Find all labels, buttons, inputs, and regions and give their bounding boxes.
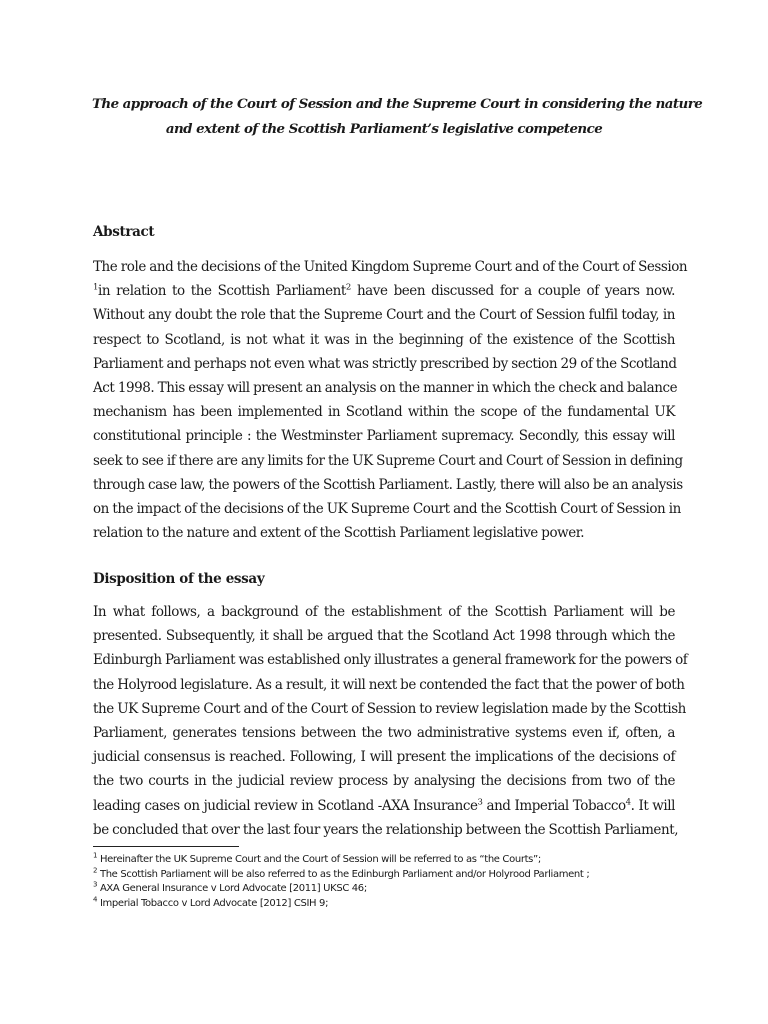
text-line: presented. Subsequently, it shall be argued that the Scotland Act 1998 through which the	[93, 628, 675, 645]
footnote: $^2$ The Scottish Parliament will be also referred to as the Edinburgh Parliament and/or Holyrood Parliament ;	[93, 866, 590, 880]
text-line: the Holyrood legislature. As a result, it will next be contended the fact that the power of both	[93, 676, 685, 693]
text-line: leading cases on judicial review in Scotland -AXA Insurance$^3$ and Imperial Tobacco$^4$. It will	[93, 797, 675, 814]
disposition-heading: Disposition of the essay	[93, 571, 265, 587]
footnote-ref: 2	[345, 282, 351, 293]
abstract-heading: Abstract	[93, 224, 155, 240]
text-line: constitutional principle : the Westminster Parliament supremacy. Secondly, this essay will	[93, 428, 675, 445]
text-line: Act 1998. This essay will present an analysis on the manner in which the check and balance	[93, 379, 678, 396]
text-line: through case law, the powers of the Scottish Parliament. Lastly, there will also be an analysis	[93, 476, 683, 493]
text-line: on the impact of the decisions of the UK Supreme Court and the Scottish Court of Session in	[93, 500, 681, 517]
footnote-ref: 4	[625, 797, 631, 807]
text-line: relation to the nature and extent of the Scottish Parliament legislative power.	[93, 525, 585, 542]
footnote-ref: 3	[477, 797, 483, 807]
footnote: $^4$ Imperial Tobacco v Lord Advocate [2012] CSIH 9;	[93, 895, 329, 909]
text-line: The role and the decisions of the United Kingdom Supreme Court and of the Court of Session	[93, 259, 688, 275]
text-line: $^1$in relation to the Scottish Parliament$^2$ have been discussed for a couple of years now.	[93, 282, 675, 300]
text-line: Edinburgh Parliament was established only illustrates a general framework for the powers of	[93, 652, 688, 669]
text-line: seek to see if there are any limits for the UK Supreme Court and Court of Session in defining	[93, 452, 683, 469]
abstract-paragraph	[93, 255, 688, 545]
footnotes	[93, 853, 675, 911]
text-line: mechanism has been implemented in Scotland within the scope of the fundamental UK	[93, 404, 675, 421]
text-line: Parliament and perhaps not even what was strictly prescribed by section 29 of the Scotland	[93, 355, 677, 372]
disposition-paragraph	[93, 600, 688, 842]
document-title	[92, 92, 703, 142]
text-line: Parliament, generates tensions between the two administrative systems even if, often, a	[93, 724, 675, 741]
title-line: and extent of the Scottish Parliament’s legislative competence	[165, 121, 603, 137]
text-line: be concluded that over the last four years the relationship between the Scottish Parliament,	[93, 821, 679, 838]
text-line: respect to Scotland, is not what it was in the beginning of the existence of the Scottish	[93, 331, 675, 348]
text-line: the UK Supreme Court and of the Court of Session to review legislation made by the Scottish	[93, 700, 686, 717]
footnote-separator	[93, 846, 239, 847]
text-line: Without any doubt the role that the Supreme Court and the Court of Session fulfil today, in	[93, 307, 675, 324]
text-line: In what follows, a background of the establishment of the Scottish Parliament will be	[93, 604, 675, 620]
text-line: judicial consensus is reached. Following, I will present the implications of the decisions of	[93, 749, 675, 766]
footnote-ref: 1	[93, 282, 98, 293]
footnote: $^1$ Hereinafter the UK Supreme Court and the Court of Session will be referred to as “the Courts”;	[93, 851, 541, 865]
title-line: The approach of the Court of Session and the Supreme Court in considering the nature	[92, 96, 703, 112]
text-line: the two courts in the judicial review process by analysing the decisions from two of the	[93, 773, 675, 790]
footnote: $^3$ AXA General Insurance v Lord Advocate [2011] UKSC 46;	[93, 880, 367, 895]
